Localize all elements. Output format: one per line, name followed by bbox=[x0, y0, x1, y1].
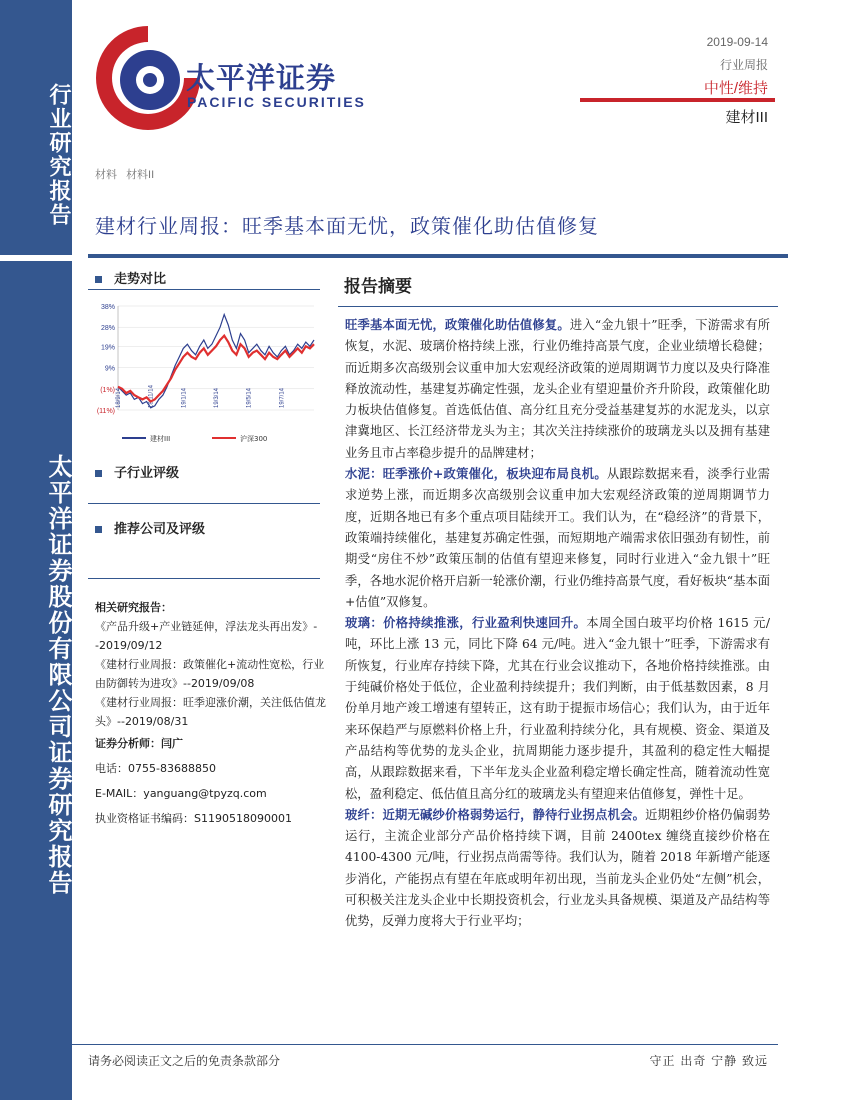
analyst-email[interactable]: E-MAIL：yanguang@tpyzq.com bbox=[95, 787, 267, 800]
x-tick-label: 19/1/14 bbox=[181, 387, 188, 408]
footer-motto: 守正 出奇 宁静 致远 bbox=[649, 1054, 768, 1068]
y-tick-label: 9% bbox=[104, 365, 115, 373]
trend-comparison-chart bbox=[92, 298, 320, 448]
analyst-name: 闫广 bbox=[161, 737, 183, 750]
section-rule bbox=[88, 289, 320, 290]
x-tick-label: 18/11/14 bbox=[148, 385, 155, 408]
sub-industry-heading: 子行业评级 bbox=[95, 462, 179, 481]
related-report-item[interactable]: 《产品升级+产业链延伸，浮法龙头再出发》--2019/09/12 bbox=[95, 620, 318, 652]
footer-disclaimer: 请务必阅读正文之后的免责条款部分 bbox=[88, 1054, 281, 1068]
y-tick-label: (11%) bbox=[96, 408, 115, 415]
related-heading: 相关研究报告： bbox=[95, 601, 172, 614]
related-report-item[interactable]: 《建材行业周报：旺季迎涨价潮，关注低估值龙头》--2019/08/31 bbox=[95, 696, 326, 728]
x-tick-label: 18/9/14 bbox=[116, 387, 122, 408]
y-tick-label: (1%) bbox=[100, 386, 115, 394]
summary-paragraph: 玻璃：价格持续推涨，行业盈利快速回升。本周全国白玻平均价格 1615 元/吨，环比上涨 13 元，同比下降 64 元/吨。进入“金九银十”旺季，下游需求有所恢复，行业库存持续下降，尤其在行业会议推动下，各地价格持续推涨。由于纯碱价格处于低位，企业盈利持续提升；我们判断，由于低基数因素，8 月份单月地产竣工增速有望转正，这有助于提振市场信心；我们认为，由于近年来环保趋严与原燃料价格上升，行业盈利持续分化，具有规模、资金、渠道及产品结构等优势的龙头企业，抗周期能力逐步提升，其盈利的稳定性大幅提高，从跟踪数据来看，下半年龙头企业盈利稳定增长确定性高，随着流动性宽松，盈利稳定、低估值且高分红的玻璃龙头有望迎来估值修复，弹性十足。 bbox=[345, 616, 770, 801]
summary-heading: 报告摘要 bbox=[344, 277, 412, 297]
summary-rule bbox=[338, 306, 778, 307]
title-rule bbox=[88, 254, 788, 258]
breadcrumb bbox=[95, 166, 160, 182]
sector-label: 建材III bbox=[725, 109, 768, 126]
related-reports bbox=[95, 598, 327, 731]
breadcrumb-item: 材料II bbox=[126, 169, 155, 181]
x-tick-label: 19/3/14 bbox=[214, 387, 220, 408]
logo-english-name: PACIFIC SECURITIES bbox=[187, 94, 366, 110]
x-tick-label: 19/7/14 bbox=[279, 387, 286, 408]
footer-rule bbox=[72, 1044, 778, 1045]
summary-paragraph: 玻纤：近期无碱纱价格弱势运行，静待行业拐点机会。近期粗纱价格仍偏弱势运行，主流企业部分产品价格持续下调，目前 2400tex 缠绕直接纱价格在 4100-4300 元/吨，行业拐点尚需等待。我们认为，随着 2018 年新增产能逐步消化，产能拐点有望在年底或明年初出现，当前龙头企业仍处“左侧”机会，可积极关注龙头企业中长期投资机会，行业龙头具备规模、渠道及产品结构等优势，反弹力度将大于行业平均； bbox=[345, 807, 770, 929]
legend-label: 沪深300 bbox=[240, 435, 268, 443]
related-report-item[interactable]: 《建材行业周报：政策催化+流动性宽松，行业由防御转为进攻》--2019/09/08 bbox=[95, 658, 325, 690]
section-rule bbox=[88, 503, 320, 504]
y-tick-label: 19% bbox=[100, 344, 115, 352]
section-rule bbox=[88, 578, 320, 579]
report-title: 建材行业周报：旺季基本面无忧，政策催化助估值修复 bbox=[95, 214, 599, 238]
square-bullet-icon bbox=[95, 526, 102, 533]
legend-label: 建材III bbox=[150, 435, 171, 443]
x-tick-label: 19/5/14 bbox=[246, 387, 253, 408]
square-bullet-icon bbox=[95, 276, 102, 283]
y-tick-label: 38% bbox=[100, 304, 115, 311]
trend-heading: 走势对比 bbox=[95, 268, 166, 287]
industry-rating: 中性/维持 bbox=[703, 80, 768, 97]
analyst-license: 执业资格证书编码：S1190518090001 bbox=[95, 812, 292, 825]
summary-paragraph: 水泥：旺季涨价+政策催化，板块迎布局良机。从跟踪数据来看，淡季行业需求逆势上涨，而近期多次高级别会议重申加大宏观经济政策的逆周期调节力度，近期各地已有多个重点项目陆续开工。我们认为，在“稳经济”的背景下，政策端持续催化，基建复苏确定性强，而短期地产端需求依旧强劲有韧性，前期受“房住不炒”政策压制的估值有望迎来修复，同时行业进入“金九银十”旺季，各地水泥价格开启新一轮涨价潮，行业仍维持高景气度，看好板块“基本面+估值”双修复。 bbox=[345, 467, 770, 609]
recommend-heading: 推荐公司及评级 bbox=[95, 518, 205, 537]
breadcrumb-item: 材料 bbox=[95, 169, 117, 181]
analyst-phone: 电话：0755-83688850 bbox=[95, 762, 216, 775]
analyst-label: 证券分析师： bbox=[95, 737, 161, 750]
square-bullet-icon bbox=[95, 470, 102, 477]
report-date: 2019-09-14 bbox=[706, 35, 768, 49]
analyst-info bbox=[95, 734, 327, 828]
summary-paragraph: 旺季基本面无忧，政策催化助估值修复。进入“金九银十”旺季，下游需求有所恢复，水泥、玻璃价格持续上涨，行业仍维持高景气度，企业业绩增长稳健；而近期多次高级别会议重申加大宏观经济政策的逆周期调节力度以及央行降准释放流动性，基建复苏确定性强，龙头企业有望迎量价齐升阶段，政策催化助力板块估值修复。首选低估值、高分红且充分受益基建复苏的水泥龙头，以京津冀地区、长江经济带龙头为主；其次关注持续涨价的玻璃龙头以及拥有基建业务且市占率稳步提升的品牌建材； bbox=[345, 318, 770, 460]
summary-body bbox=[345, 315, 770, 933]
y-tick-label: 28% bbox=[100, 325, 115, 333]
logo-chinese-name: 太平洋证券 bbox=[186, 61, 337, 95]
report-type: 行业周报 bbox=[719, 58, 768, 72]
sidebar-company-label: 太平洋证券股份有限公司证券研究报告 bbox=[44, 454, 73, 896]
header-red-rule bbox=[580, 98, 775, 102]
sidebar-report-category: 行业研究报告 bbox=[46, 83, 72, 227]
